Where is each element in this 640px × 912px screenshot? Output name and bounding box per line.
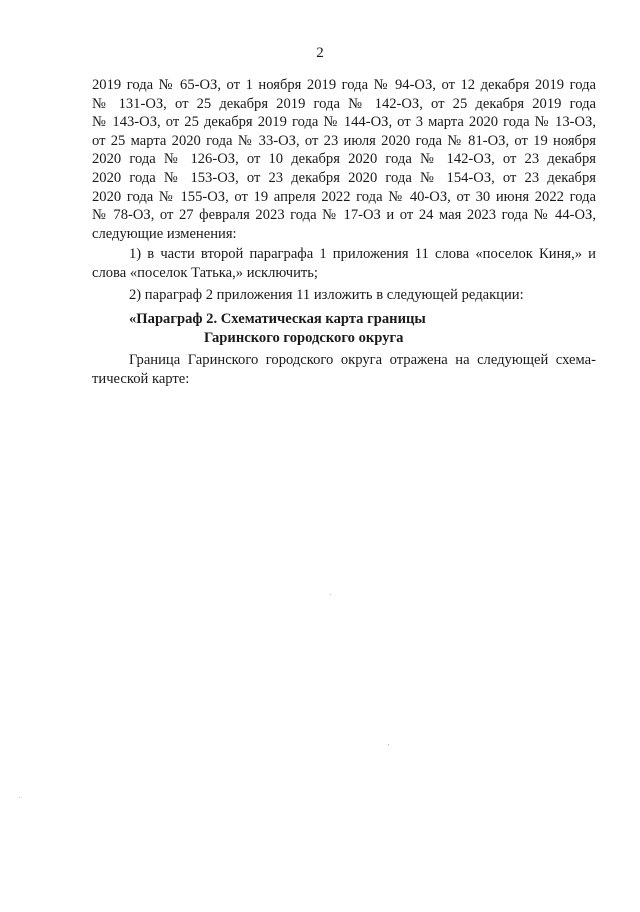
intro-line: 2020 года № 153-ОЗ, от 23 декабря 2020 года № 154-ОЗ, от 23 декабря (92, 169, 596, 186)
intro-paragraph (92, 76, 596, 243)
intro-line: 2019 года № 65-ОЗ, от 1 ноября 2019 года № 94-ОЗ, от 12 декабря 2019 года (92, 77, 596, 93)
intro-line: № 143-ОЗ, от 25 декабря 2019 года № 144-ОЗ, от 3 марта 2020 года № 13-ОЗ, (92, 114, 596, 131)
section-heading-line-2: Гаринского городского округа (204, 329, 404, 346)
intro-line: 2020 года № 126-ОЗ, от 10 декабря 2020 года № 142-ОЗ, от 23 декабря (92, 151, 596, 168)
amendment-item-1 (92, 245, 596, 282)
amendment-item-2 (92, 286, 596, 305)
scan-speck (330, 594, 331, 595)
section-heading (92, 310, 596, 347)
section-heading-line-1: «Параграф 2. Схематическая карта границы (129, 311, 426, 327)
map-intro-paragraph (92, 351, 596, 388)
intro-line: № 131-ОЗ, от 25 декабря 2019 года № 142-ОЗ, от 25 декабря 2019 года (92, 95, 596, 112)
map-intro-text: Граница Гаринского городского округа отражена на следующей схематической карте: (92, 352, 596, 387)
intro-line: от 25 марта 2020 года № 33-ОЗ, от 23 июля 2020 года № 81-ОЗ, от 19 ноября (92, 132, 596, 149)
amendment-item-2-text: 2) параграф 2 приложения 11 изложить в следующей редакции: (129, 287, 524, 303)
page-number: 2 (316, 45, 324, 61)
scan-speck (19, 797, 20, 798)
amendment-item-1-text: 1) в части второй параграфа 1 приложения 11 слова «поселок Киня,» и слова «поселок Татька,» исключить; (92, 246, 596, 281)
section-heading-text (92, 310, 596, 347)
intro-line: следующие изменения: (92, 225, 237, 242)
intro-line: 2020 года № 155-ОЗ, от 19 апреля 2022 года № 40-ОЗ, от 30 июня 2022 года (92, 188, 596, 205)
scan-speck (388, 744, 389, 745)
intro-line: № 78-ОЗ, от 27 февраля 2023 года № 17-ОЗ и от 24 мая 2023 года № 44-ОЗ, (92, 207, 596, 224)
